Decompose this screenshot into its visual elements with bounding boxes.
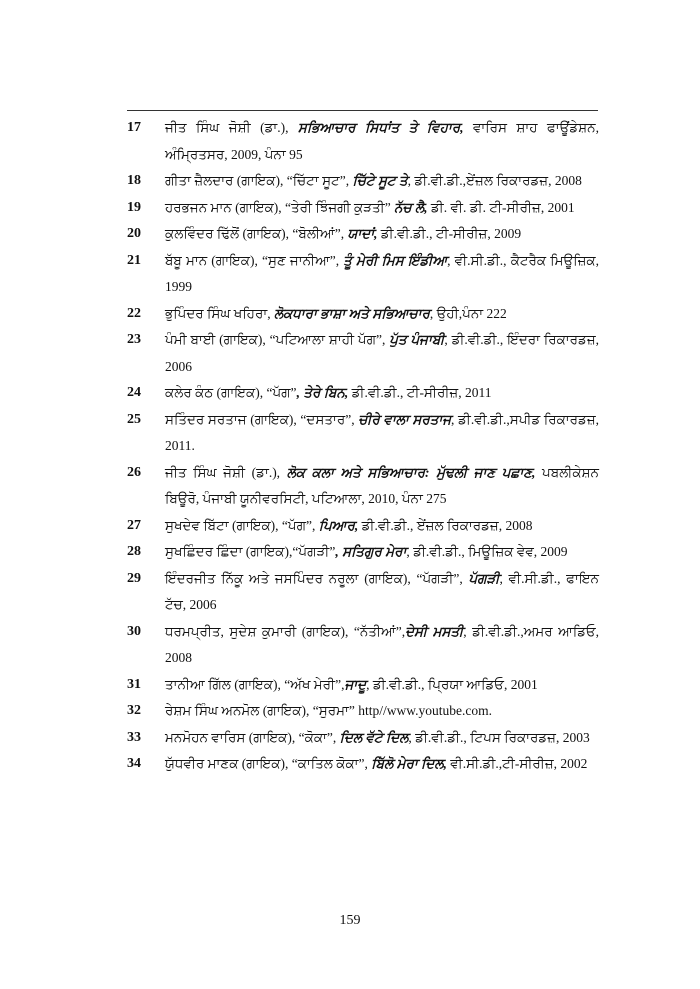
footnote-title: ਸਭਿਆਚਾਰ ਸਿਧਾਂਤ ਤੇ ਵਿਹਾਰ, bbox=[297, 120, 464, 135]
footnote-text: ਰੇਸ਼ਮ ਸਿੰਘ ਅਨਮੋਲ (ਗਾਇਕ), “ਸੁਰਮਾ” http//www.youtube.com. bbox=[165, 703, 492, 718]
footnote-item bbox=[127, 566, 599, 619]
footnote-text: ਸਤਿੰਦਰ ਸਰਤਾਜ (ਗਾਇਕ), “ਦਸਤਾਰ”, bbox=[165, 411, 359, 427]
footnote-item bbox=[127, 248, 599, 301]
footnote-item bbox=[127, 672, 599, 699]
footnote-item bbox=[127, 751, 599, 778]
footnote-number: 21 bbox=[127, 252, 141, 268]
footnote-text: , ਡੀ.ਵੀ.ਡੀ., ਮਿਊਜ਼ਿਕ ਵੇਵ, 2009 bbox=[406, 544, 568, 559]
footnote-item bbox=[127, 539, 599, 566]
footnote-text: ਯੁੱਧਵੀਰ ਮਾਣਕ (ਗਾਇਕ), “ਕਾਤਿਲ ਕੋਕਾ”, bbox=[165, 756, 372, 771]
footnote-text: ਸੁਖਛਿੰਦਰ ਛਿੰਦਾ (ਗਾਇਕ),“ਪੱਗੜੀ” bbox=[165, 544, 336, 559]
footnote-text: ਸੁਖਦੇਵ ਬਿੱਟਾ (ਗਾਇਕ), “ਪੱਗ”, bbox=[165, 517, 319, 533]
footnotes-list bbox=[127, 115, 599, 778]
footnote-number: 32 bbox=[127, 703, 141, 718]
footnote-text: ਕੁਲਵਿੰਦਰ ਢਿੱਲੋਂ (ਗਾਇਕ), “ਬੋਲੀਆਂ”, bbox=[165, 226, 348, 241]
footnote-title: ਪਿਆਰ, bbox=[318, 517, 359, 533]
footnote-title: ਚੀਰੇ ਵਾਲਾ ਸਰਤਾਜ bbox=[358, 411, 452, 427]
footnote-title: ਚਿੱਟੇ ਸੂਟ ਤੇ bbox=[352, 173, 408, 188]
footnote-number: 28 bbox=[127, 544, 141, 559]
footnote-item bbox=[127, 513, 599, 540]
footnote-text: ਤਾਨੀਆ ਗਿੱਲ (ਗਾਇਕ), “ਅੱਖ ਮੇਰੀ”, bbox=[165, 676, 345, 692]
footnote-number: 34 bbox=[127, 756, 141, 771]
footnote-text: , ਉਹੀ,ਪੰਨਾ 222 bbox=[429, 305, 507, 321]
footnote-text: , ਵੀ.ਸੀ.ਡੀ., ਕੈਟਰੈਕ ਮਿਊਜ਼ਿਕ, 1999 bbox=[165, 252, 599, 294]
footnote-text: , ਵੀ.ਸੀ.ਡੀ., ਫਾਇਨ ਟੱਚ, 2006 bbox=[165, 570, 599, 612]
footnote-text: ਇੰਦਰਜੀਤ ਨਿੱਕੂ ਅਤੇ ਜਸਪਿੰਦਰ ਨਰੂਲਾ (ਗਾਇਕ), “ਪੱਗੜੀ”, bbox=[165, 570, 469, 586]
footnote-number: 30 bbox=[127, 623, 141, 639]
footnote-title: ਦੇਸੀ ਮਸਤੀ bbox=[405, 623, 464, 639]
footnote-number: 27 bbox=[127, 517, 141, 533]
footnote-number: 26 bbox=[127, 464, 141, 480]
footnote-number: 19 bbox=[127, 199, 141, 215]
footnote-text: ਡੀ.ਵੀ.ਡੀ., ਟੀ-ਸੀਰੀਜ਼, 2011 bbox=[348, 385, 492, 400]
footnote-number: 25 bbox=[127, 411, 141, 427]
footnote-item bbox=[127, 698, 599, 725]
footnote-text: ਜੀਤ ਸਿੰਘ ਜੋਸ਼ੀ (ਡਾ.), bbox=[165, 464, 287, 480]
footnote-number: 17 bbox=[127, 120, 141, 135]
footnote-text: ਬੱਬੂ ਮਾਨ (ਗਾਇਕ), “ਸੁਣ ਜਾਨੀਆ”, bbox=[165, 252, 344, 268]
footnote-item bbox=[127, 301, 599, 328]
footnote-text: ਪੰਮੀ ਬਾਈ (ਗਾਇਕ), “ਪਟਿਆਲਾ ਸ਼ਾਹੀ ਪੱਗ”, bbox=[165, 332, 390, 347]
footnote-item bbox=[127, 460, 599, 513]
footnote-text: , ਡੀ.ਵੀ.ਡੀ.,ਸਪੀਡ ਰਿਕਾਰਡਜ਼, 2011. bbox=[165, 411, 599, 453]
footnote-item bbox=[127, 380, 599, 407]
footnote-text: ਵੀ.ਸੀ.ਡੀ.,ਟੀ-ਸੀਰੀਜ਼, 2002 bbox=[446, 756, 588, 771]
footnote-title: , ਤੇਰੇ ਬਿਨ, bbox=[296, 385, 349, 400]
footnote-title: ਪੱਗੜੀ bbox=[468, 570, 500, 586]
footnote-title: ਬਿੱਲੋ ਮੇਰਾ ਦਿਲ, bbox=[371, 756, 447, 771]
footnote-text: ਜੀਤ ਸਿੰਘ ਜੋਸ਼ੀ (ਡਾ.), bbox=[165, 120, 298, 135]
footnote-separator-rule bbox=[127, 110, 598, 111]
footnote-title: ਲੋਕਧਾਰਾ ਭਾਸ਼ਾ ਅਤੇ ਸਭਿਆਚਾਰ bbox=[273, 305, 430, 321]
footnote-number: 23 bbox=[127, 332, 141, 347]
footnote-text: ਡੀ.ਵੀ.ਡੀ., ਟੀ-ਸੀਰੀਜ਼, 2009 bbox=[377, 226, 522, 241]
footnote-text: ਹਰਭਜਨ ਮਾਨ (ਗਾਇਕ), “ਤੇਰੀ ਝਿੰਜਗੀ ਕੁੜਤੀ” bbox=[165, 199, 395, 215]
footnote-text: ਗੀਤਾ ਜ਼ੈਲਦਾਰ (ਗਾਇਕ), “ਚਿੱਟਾ ਸੂਟ”, bbox=[165, 173, 353, 188]
footnote-text: ਧਰਮਪ੍ਰੀਤ, ਸੁਦੇਸ਼ ਕੁਮਾਰੀ (ਗਾਇਕ), “ਨੱਤੀਆਂ”, bbox=[165, 623, 406, 639]
footnote-title: ਯਾਦਾਂ, bbox=[347, 226, 378, 241]
footnote-number: 33 bbox=[127, 729, 141, 745]
footnote-title: ਦਿਲ ਵੱਟੇ ਦਿਲ bbox=[339, 729, 409, 745]
footnote-title: ਲੋਕ ਕਲਾ ਅਤੇ ਸਭਿਆਚਾਰ: ਮੁੱਢਲੀ ਜਾਣ ਪਛਾਣ, bbox=[286, 464, 536, 480]
footnote-item bbox=[127, 168, 599, 195]
footnote-item bbox=[127, 195, 599, 222]
footnote-text: , ਡੀ.ਵੀ.ਡੀ., ਇੰਦਰਾ ਰਿਕਾਰਡਜ਼, 2006 bbox=[165, 332, 599, 374]
footnote-number: 24 bbox=[127, 385, 141, 400]
footnote-number: 18 bbox=[127, 173, 141, 188]
footnote-title: , ਸਤਿਗੁਰ ਮੇਰਾ bbox=[335, 544, 407, 559]
footnote-text: ਡੀ.ਵੀ.ਡੀ., ਏਂਜ਼ਲ ਰਿਕਾਰਡਜ਼, 2008 bbox=[358, 517, 533, 533]
footnote-title: ਜਾਦੂ bbox=[344, 676, 367, 692]
footnote-text: ਡੀ. ਵੀ. ਡੀ. ਟੀ-ਸੀਰੀਜ਼, 2001 bbox=[427, 199, 575, 215]
footnote-item bbox=[127, 619, 599, 672]
footnote-text: ਕਲੇਰ ਕੰਠ (ਗਾਇਕ), “ਪੱਗ” bbox=[165, 385, 297, 400]
footnote-text: , ਡੀ.ਵੀ.ਡੀ., ਟਿਪਸ ਰਿਕਾਰਡਜ਼, 2003 bbox=[408, 729, 590, 745]
footnote-text: ਮਨਮੋਹਨ ਵਾਰਿਸ (ਗਾਇਕ), “ਕੋਕਾ”, bbox=[165, 729, 340, 745]
footnote-text: , ਡੀ.ਵੀ.ਡੀ.,ਏਂਜ਼ਲ ਰਿਕਾਰਡਜ਼, 2008 bbox=[407, 173, 582, 188]
footnote-title: ਪੁੱਤ ਪੰਜਾਬੀ bbox=[389, 332, 445, 347]
footnote-item bbox=[127, 221, 599, 248]
footnote-title: ਤੂੰ ਮੇਰੀ ਮਿਸ ਇੰਡੀਆ bbox=[343, 252, 448, 268]
footnote-item bbox=[127, 327, 599, 380]
footnote-text: , ਡੀ.ਵੀ.ਡੀ.,ਅਮਰ ਆਡਿਓ, 2008 bbox=[165, 623, 600, 665]
footnote-number: 31 bbox=[127, 676, 141, 692]
footnote-text: ਭੁਪਿੰਦਰ ਸਿੰਘ ਖਹਿਰਾ, bbox=[165, 305, 274, 321]
footnote-item bbox=[127, 115, 599, 168]
footnote-item bbox=[127, 725, 599, 752]
footnote-text: , ਡੀ.ਵੀ.ਡੀ., ਪ੍ਰਿਯਾ ਆਡਿਓ, 2001 bbox=[366, 676, 538, 692]
footnote-number: 22 bbox=[127, 305, 141, 321]
footnote-text: ਪਬਲੀਕੇਸ਼ਨ ਬਿਊਰੋ, ਪੰਜਾਬੀ ਯੂਨੀਵਰਸਿਟੀ, ਪਟਿਆਲਾ, 2010, ਪੰਨਾ 275 bbox=[165, 464, 599, 506]
footnote-number: 29 bbox=[127, 570, 141, 586]
footnote-number: 20 bbox=[127, 226, 141, 241]
footnote-title: ਨੱਚ ਲੈ, bbox=[394, 199, 428, 215]
footnote-text: ਵਾਰਿਸ ਸ਼ਾਹ ਫਾਊਂਡੇਸ਼ਨ, ਅੰਮ੍ਰਿਤਸਰ, 2009, ਪੰਨਾ 95 bbox=[165, 120, 599, 162]
page-number: 159 bbox=[339, 913, 361, 928]
footnote-item bbox=[127, 407, 599, 460]
